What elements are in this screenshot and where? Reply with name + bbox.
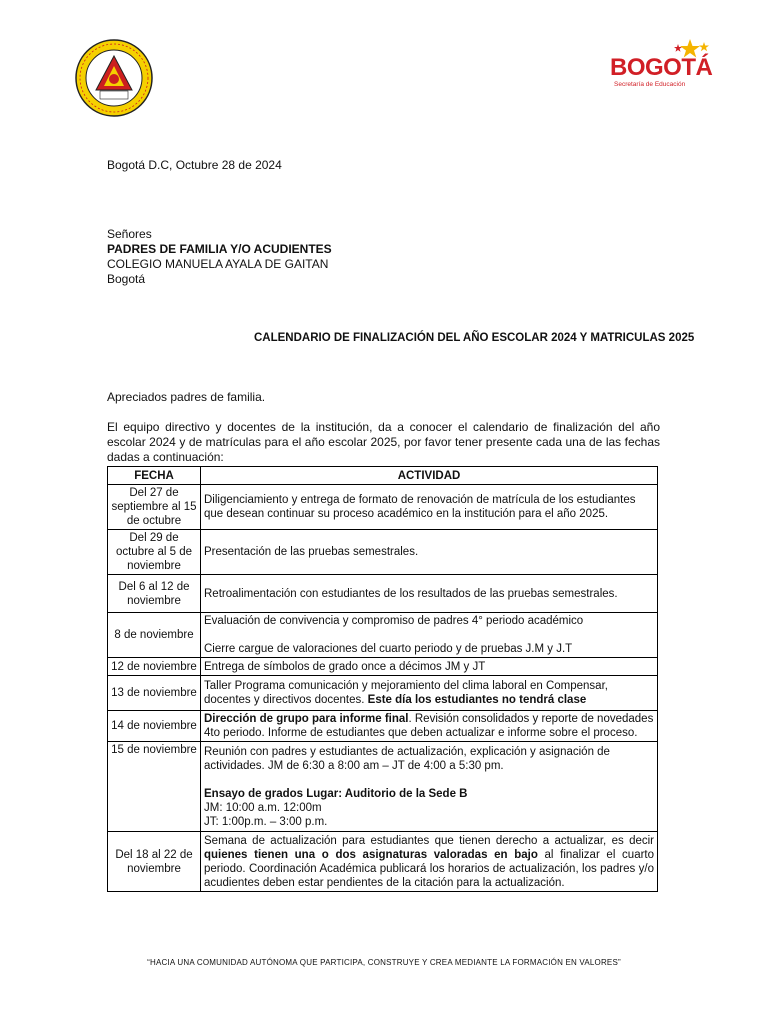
letter-date: Bogotá D.C, Octubre 28 de 2024 [107,158,282,172]
table-header-row [108,467,658,485]
intro-paragraph: El equipo directivo y docentes de la institución, da a conocer el calendario de finalización del año escolar 2024 y de matrículas para el año escolar 2025, por favor tener presente cada una de las fechas dadas a continuación: [107,420,660,464]
row-date: 14 de noviembre [108,711,201,742]
row-date: 15 de noviembre [108,742,201,832]
table-row [108,575,658,613]
table-row [108,711,658,742]
bogota-wordmark: BOGOTÁ [610,54,713,81]
row-activity [201,613,658,658]
activity-text: al finalizar el cuarto periodo. Coordinación Académica publicará los horarios de actualización, los padres y/o acudientes deben estar pendientes de la citación para la actualización. [204,848,655,889]
header-fecha: FECHA [108,467,201,485]
header-actividad: ACTIVIDAD [201,467,658,485]
school-name: COLEGIO MANUELA AYALA DE GAITAN [107,257,329,271]
activity-text: Diligenciamiento y entrega de formato de renovación de matrícula de los estudiantes que desean continuar su proceso académico en la institución para el año 2025. [204,494,636,520]
row-date: 12 de noviembre [108,658,201,676]
table-row [108,832,658,892]
row-activity [201,485,658,530]
activity-text: Entrega de símbolos de grado once a décimos JM y JT [204,660,486,673]
bogota-logo [606,38,716,98]
table-row [108,530,658,575]
table-row [108,742,658,832]
activity-text: . Revisión consolidados y reporte de novedades 4to periodo. Informe de estudiantes que deben actualizar e informe sobre el proceso. [204,713,654,739]
activity-text: Evaluación de convivencia y compromiso de padres 4° periodo académico [204,615,584,627]
row-activity [201,742,658,832]
activity-bold-text: quienes tienen una o dos asignaturas valoradas en bajo [204,848,538,861]
city: Bogotá [107,272,146,286]
secretaria-subtitle: Secretaría de Educación [614,81,686,88]
footer-motto: “HACIA UNA COMUNIDAD AUTÓNOMA QUE PARTICIPA, CONSTRUYE Y CREA MEDIANTE LA FORMACIÓN EN VALORES” [147,958,621,967]
activity-text: Semana de actualización para estudiantes que tienen derecho a actualizar, es decir [204,834,654,847]
row-activity [201,575,658,613]
recipient-block [107,227,332,287]
row-date: 8 de noviembre [108,613,201,658]
row-date: Del 29 de octubre al 5 de noviembre [108,530,201,575]
row-activity [201,658,658,676]
activity-text: JT: 1:00p.m. – 3:00 p.m. [204,815,328,828]
activity-bold-text: Este día los estudiantes no tendrá clase [367,694,587,706]
calendar-table [107,466,658,892]
row-date: Del 6 al 12 de noviembre [108,575,201,613]
activity-bold-text: Ensayo de grados Lugar: Auditorio de la Sede B [204,787,468,800]
activity-text: Retroalimentación con estudiantes de los resultados de las pruebas semestrales. [204,587,618,600]
row-activity [201,711,658,742]
greeting: Apreciados padres de familia. [107,390,266,404]
activity-text: JM: 10:00 a.m. 12:00m [204,801,322,814]
table-row [108,676,658,711]
row-date: 13 de noviembre [108,676,201,711]
letter-title: CALENDARIO DE FINALIZACIÓN DEL AÑO ESCOLAR 2024 Y MATRICULAS 2025 [254,332,695,344]
table-row [108,658,658,676]
recipient-name: PADRES DE FAMILIA Y/O ACUDIENTES [107,242,332,256]
activity-text: Presentación de las pruebas semestrales. [204,546,419,558]
school-seal-logo [74,38,154,118]
activity-bold-text: Dirección de grupo para informe final [204,713,409,725]
row-activity [201,530,658,575]
row-activity [201,832,658,892]
table-row [108,485,658,530]
row-date: Del 27 de septiembre al 15 de octubre [108,485,201,530]
activity-text: Cierre cargue de valoraciones del cuarto periodo y de pruebas J.M y J.T [204,643,573,655]
activity-text: Taller Programa comunicación y mejoramiento del clima laboral en Compensar, docentes y directivos docentes. [204,680,608,706]
stars-icon [668,38,712,62]
table-row [108,613,658,658]
salutation: Señores [107,227,152,241]
activity-text: Reunión con padres y estudiantes de actualización, explicación y asignación de actividades. JM de 6:30 a 8:00 am – JT de 4:00 a 5:30 pm. [204,745,610,772]
row-date: Del 18 al 22 de noviembre [108,832,201,892]
row-activity [201,676,658,711]
